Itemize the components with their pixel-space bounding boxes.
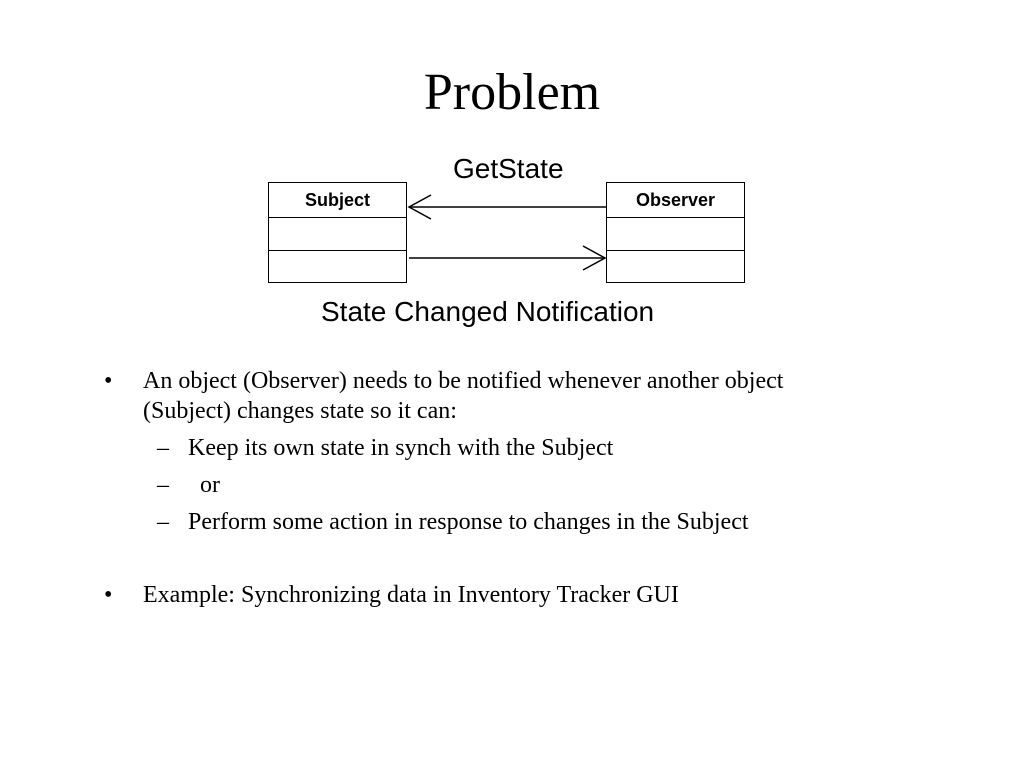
sub-bullet-item	[0, 507, 1024, 537]
subject-attributes-compartment	[269, 218, 406, 251]
sub-bullet-item	[0, 470, 1024, 500]
sub-bullet-text: Perform some action in response to changes in the Subject	[188, 509, 749, 535]
slide-title: Problem	[423, 64, 601, 121]
bullet-continuation	[0, 396, 1024, 426]
getstate-label: GetState	[453, 153, 564, 184]
bullet-marker: •	[104, 582, 113, 608]
observer-operations-compartment	[607, 251, 744, 281]
bullet-text-line: (Subject) changes state so it can:	[143, 398, 457, 424]
sub-bullet-text: Keep its own state in synch with the Subject	[188, 435, 614, 461]
state-changed-arrow	[409, 246, 605, 270]
sub-bullet-item	[0, 433, 1024, 463]
dash-marker: –	[157, 509, 169, 535]
dash-marker: –	[157, 472, 169, 498]
observer-class-box	[606, 182, 745, 283]
subject-operations-compartment	[269, 251, 406, 281]
subject-class-box	[268, 182, 407, 283]
bullet-text-line: An object (Observer) needs to be notified whenever another object	[143, 368, 784, 394]
bullet-marker: •	[104, 368, 113, 394]
getstate-arrow	[409, 195, 606, 219]
subject-class-name: Subject	[269, 183, 406, 218]
bullet-item	[0, 366, 1024, 396]
sub-bullet-text: or	[188, 472, 220, 498]
dash-marker: –	[157, 435, 169, 461]
observer-attributes-compartment	[607, 218, 744, 251]
bullet-text-line: Example: Synchronizing data in Inventory Tracker GUI	[143, 582, 679, 608]
bullet-item	[0, 580, 1024, 610]
state-changed-notification-label: State Changed Notification	[321, 296, 655, 327]
observer-class-name: Observer	[607, 183, 744, 218]
